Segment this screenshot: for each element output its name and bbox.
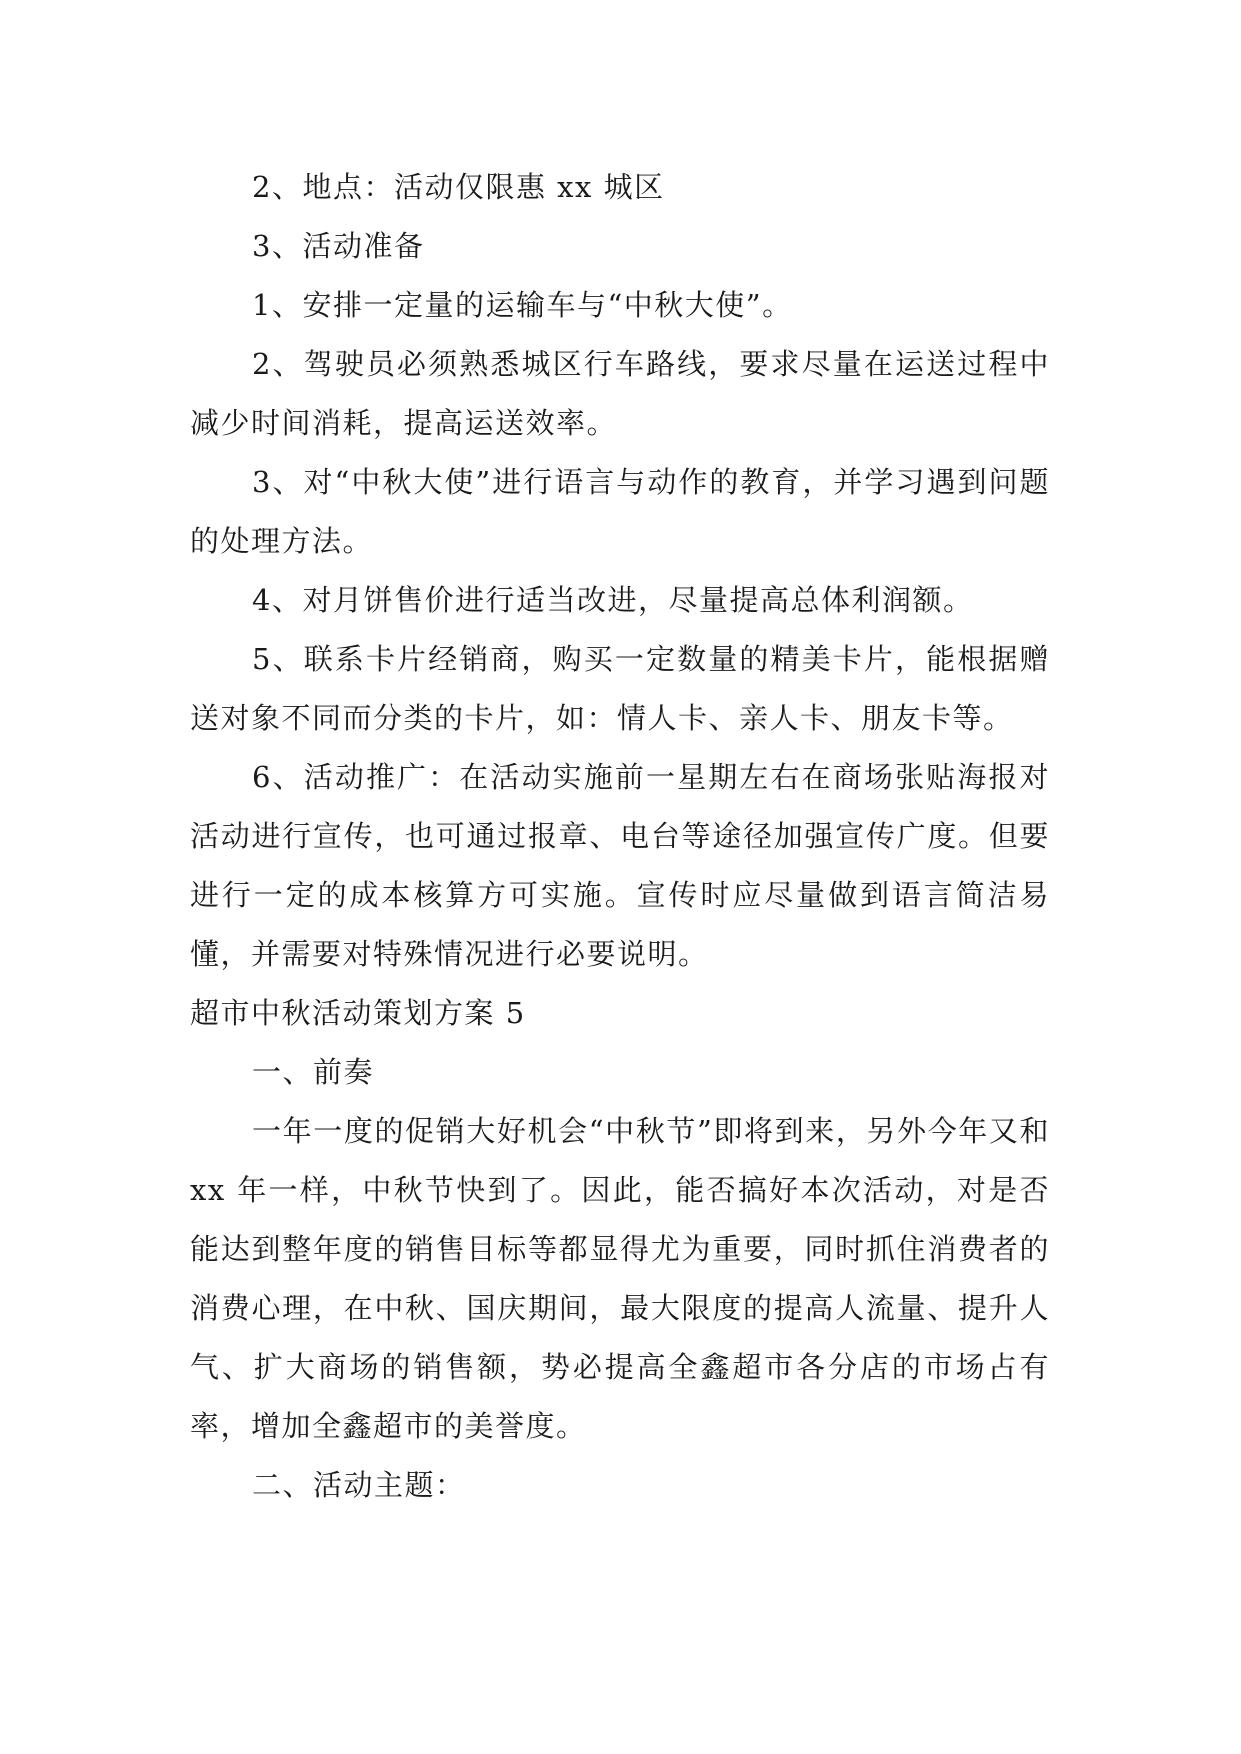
- paragraph-prep-item-6: 6、活动推广：在活动实施前一星期左右在商场张贴海报对活动进行宣传，也可通过报章、电台等途径加强宣传广度。但要进行一定的成本核算方可实施。宣传时应尽量做到语言简洁易懂，并需要对特殊情况进行必要说明。: [190, 760, 1050, 971]
- section-heading-prelude: 一、前奏: [252, 1055, 375, 1089]
- section-heading-theme: 二、活动主题：: [252, 1468, 466, 1502]
- paragraph-prep-item-3: 3、对“中秋大使”进行语言与动作的教育，并学习遇到问题的处理方法。: [190, 465, 1050, 558]
- paragraph-prep-item-2: 2、驾驶员必须熟悉城区行车路线，要求尽量在运送过程中减少时间消耗，提高运送效率。: [190, 347, 1050, 440]
- paragraph-prep-item-4: 4、对月饼售价进行适当改进，尽量提高总体利润额。: [252, 583, 974, 617]
- section-paragraph-prelude: 一年一度的促销大好机会“中秋节”即将到来，另外今年又和 xx 年一样，中秋节快到了。因此，能否搞好本次活动，对是否能达到整年度的销售目标等都显得尤为重要，同时抓住消费者的消费心理，在中秋、国庆期间，最大限度的提高人流量、提升人气、扩大商场的销售额，势必提高全鑫超市各分店的市场占有率，增加全鑫超市的美誉度。: [190, 1114, 1050, 1443]
- paragraph-preparation-heading: 3、活动准备: [252, 229, 425, 263]
- section-title: 超市中秋活动策划方案 5: [190, 996, 526, 1030]
- document-page: [190, 158, 1050, 1515]
- paragraph-prep-item-5: 5、联系卡片经销商，购买一定数量的精美卡片，能根据赠送对象不同而分类的卡片，如：情人卡、亲人卡、朋友卡等。: [190, 642, 1050, 735]
- paragraph-location: 2、地点：活动仅限惠 xx 城区: [252, 170, 665, 204]
- paragraph-prep-item-1: 1、安排一定量的运输车与“中秋大使”。: [252, 288, 793, 322]
